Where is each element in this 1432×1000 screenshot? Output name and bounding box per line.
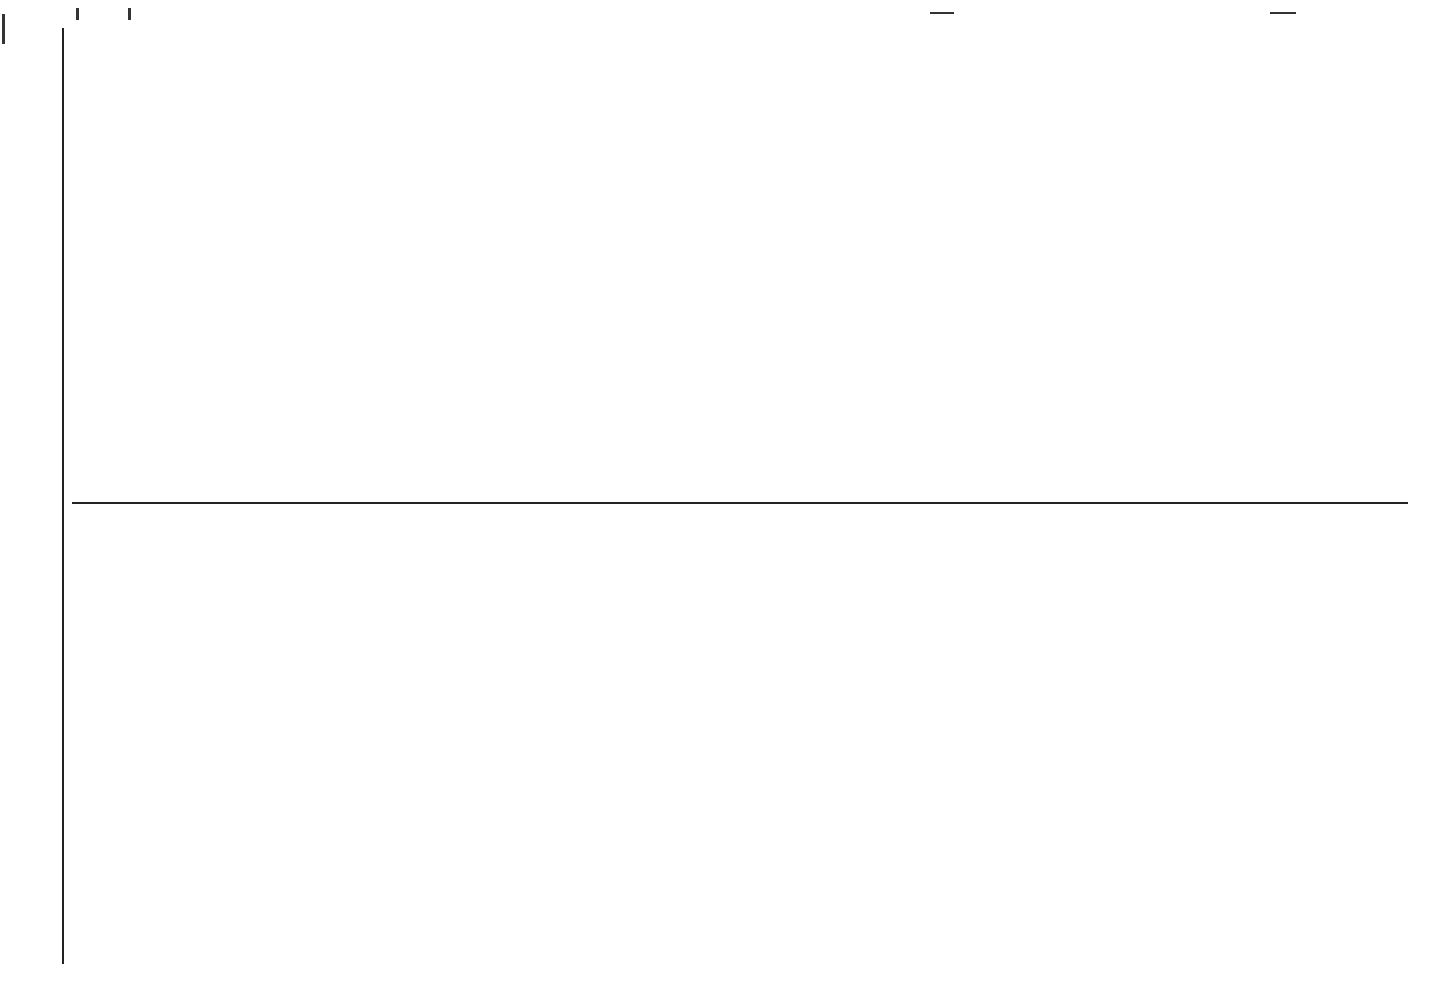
scan-mark xyxy=(930,12,954,14)
text-line xyxy=(1041,28,1060,488)
text-line xyxy=(186,28,205,488)
text-line xyxy=(1003,28,1022,488)
text-line xyxy=(1326,28,1345,488)
text-line xyxy=(414,28,433,488)
text-line xyxy=(167,516,186,964)
scan-mark xyxy=(76,8,79,20)
text-line xyxy=(642,516,661,964)
text-line xyxy=(395,28,414,488)
text-line xyxy=(1041,516,1060,964)
left-column xyxy=(72,516,1408,964)
text-line xyxy=(870,516,889,964)
text-line xyxy=(832,28,851,488)
text-line xyxy=(376,516,395,964)
text-line xyxy=(1022,28,1041,488)
text-line xyxy=(528,516,547,964)
text-line xyxy=(794,516,813,964)
text-line xyxy=(205,516,224,964)
text-line xyxy=(129,516,148,964)
text-line xyxy=(452,516,471,964)
text-line xyxy=(908,28,927,488)
text-line xyxy=(946,516,965,964)
column-rule xyxy=(72,502,1408,504)
text-line xyxy=(319,516,338,964)
text-line xyxy=(1117,516,1136,964)
text-line xyxy=(357,516,376,964)
text-line xyxy=(1212,28,1231,488)
text-line xyxy=(300,516,319,964)
text-line xyxy=(680,516,699,964)
text-line xyxy=(1364,28,1383,488)
text-line xyxy=(775,28,794,488)
text-line xyxy=(224,28,243,488)
text-line xyxy=(433,516,452,964)
text-line xyxy=(813,28,832,488)
text-line xyxy=(490,516,509,964)
text-line xyxy=(338,28,357,488)
text-line xyxy=(1136,516,1155,964)
text-line xyxy=(528,28,547,488)
text-line xyxy=(1155,28,1174,488)
text-line xyxy=(338,516,357,964)
text-line xyxy=(813,516,832,964)
text-line xyxy=(1250,516,1269,964)
text-line xyxy=(509,28,528,488)
text-line xyxy=(1174,516,1193,964)
text-line xyxy=(1136,28,1155,488)
text-line xyxy=(1060,516,1079,964)
text-line xyxy=(1250,28,1269,488)
text-line xyxy=(414,516,433,964)
text-line xyxy=(1193,516,1212,964)
text-line xyxy=(395,516,414,964)
text-line xyxy=(110,516,129,964)
text-line xyxy=(91,28,110,488)
text-line xyxy=(566,516,585,964)
text-line xyxy=(1079,28,1098,488)
text-line xyxy=(300,28,319,488)
text-line xyxy=(832,516,851,964)
text-line xyxy=(737,28,756,488)
text-line xyxy=(566,28,585,488)
text-line xyxy=(452,28,471,488)
text-line xyxy=(1003,516,1022,964)
text-line xyxy=(1345,28,1364,488)
text-line xyxy=(1022,516,1041,964)
text-line xyxy=(547,516,566,964)
text-line xyxy=(756,28,775,488)
text-line xyxy=(965,516,984,964)
text-line xyxy=(1117,28,1136,488)
text-line xyxy=(205,28,224,488)
text-line xyxy=(984,516,1003,964)
text-line xyxy=(699,516,718,964)
text-line xyxy=(1174,28,1193,488)
text-line xyxy=(186,516,205,964)
text-line xyxy=(1193,28,1212,488)
text-line xyxy=(870,28,889,488)
text-line xyxy=(1326,516,1345,964)
text-line xyxy=(585,516,604,964)
text-line xyxy=(851,516,870,964)
running-header xyxy=(14,0,54,1000)
scan-mark xyxy=(1270,12,1296,14)
text-line xyxy=(984,28,1003,488)
text-line xyxy=(699,28,718,488)
text-line xyxy=(604,516,623,964)
text-line xyxy=(148,28,167,488)
text-line xyxy=(1098,516,1117,964)
right-column xyxy=(72,28,1408,488)
text-line xyxy=(1307,28,1326,488)
text-line xyxy=(946,28,965,488)
header-rule xyxy=(62,28,64,964)
text-line xyxy=(243,516,262,964)
text-line xyxy=(1060,28,1079,488)
text-line xyxy=(72,28,91,488)
text-line xyxy=(642,28,661,488)
text-line xyxy=(623,516,642,964)
text-line xyxy=(1288,516,1307,964)
text-line xyxy=(471,516,490,964)
text-line xyxy=(965,28,984,488)
text-line xyxy=(281,516,300,964)
text-line xyxy=(661,28,680,488)
text-line xyxy=(319,28,338,488)
text-line xyxy=(1307,516,1326,964)
text-line xyxy=(775,516,794,964)
text-line xyxy=(1364,516,1383,964)
text-line xyxy=(737,516,756,964)
text-line xyxy=(756,516,775,964)
text-line xyxy=(718,516,737,964)
text-line xyxy=(433,28,452,488)
text-line xyxy=(224,516,243,964)
text-line xyxy=(167,28,186,488)
text-line xyxy=(376,28,395,488)
text-line xyxy=(889,28,908,488)
text-line xyxy=(623,28,642,488)
text-line xyxy=(1079,516,1098,964)
text-line xyxy=(281,28,300,488)
text-line xyxy=(91,516,110,964)
text-line xyxy=(661,516,680,964)
text-line xyxy=(1269,516,1288,964)
text-line xyxy=(129,28,148,488)
text-line xyxy=(794,28,813,488)
text-line xyxy=(357,28,376,488)
text-line xyxy=(110,28,129,488)
text-line xyxy=(604,28,623,488)
text-line xyxy=(1231,516,1250,964)
text-line xyxy=(1212,516,1231,964)
text-line xyxy=(547,28,566,488)
text-line xyxy=(680,28,699,488)
digitization-credit xyxy=(1412,0,1432,1000)
scan-mark xyxy=(128,8,131,20)
text-line xyxy=(148,516,167,964)
text-line xyxy=(1155,516,1174,964)
text-line xyxy=(509,516,528,964)
text-line xyxy=(851,28,870,488)
text-line xyxy=(262,516,281,964)
text-line xyxy=(262,28,281,488)
text-line xyxy=(1345,516,1364,964)
text-line xyxy=(908,516,927,964)
text-line xyxy=(927,516,946,964)
text-line xyxy=(1288,28,1307,488)
text-line xyxy=(1231,28,1250,488)
text-line xyxy=(927,28,946,488)
text-line xyxy=(718,28,737,488)
text-line xyxy=(471,28,490,488)
text-line xyxy=(1269,28,1288,488)
text-line xyxy=(243,28,262,488)
text-line xyxy=(1098,28,1117,488)
text-line xyxy=(585,28,604,488)
text-line xyxy=(889,516,908,964)
text-line xyxy=(490,28,509,488)
text-line xyxy=(72,516,91,964)
scan-mark xyxy=(2,14,5,44)
